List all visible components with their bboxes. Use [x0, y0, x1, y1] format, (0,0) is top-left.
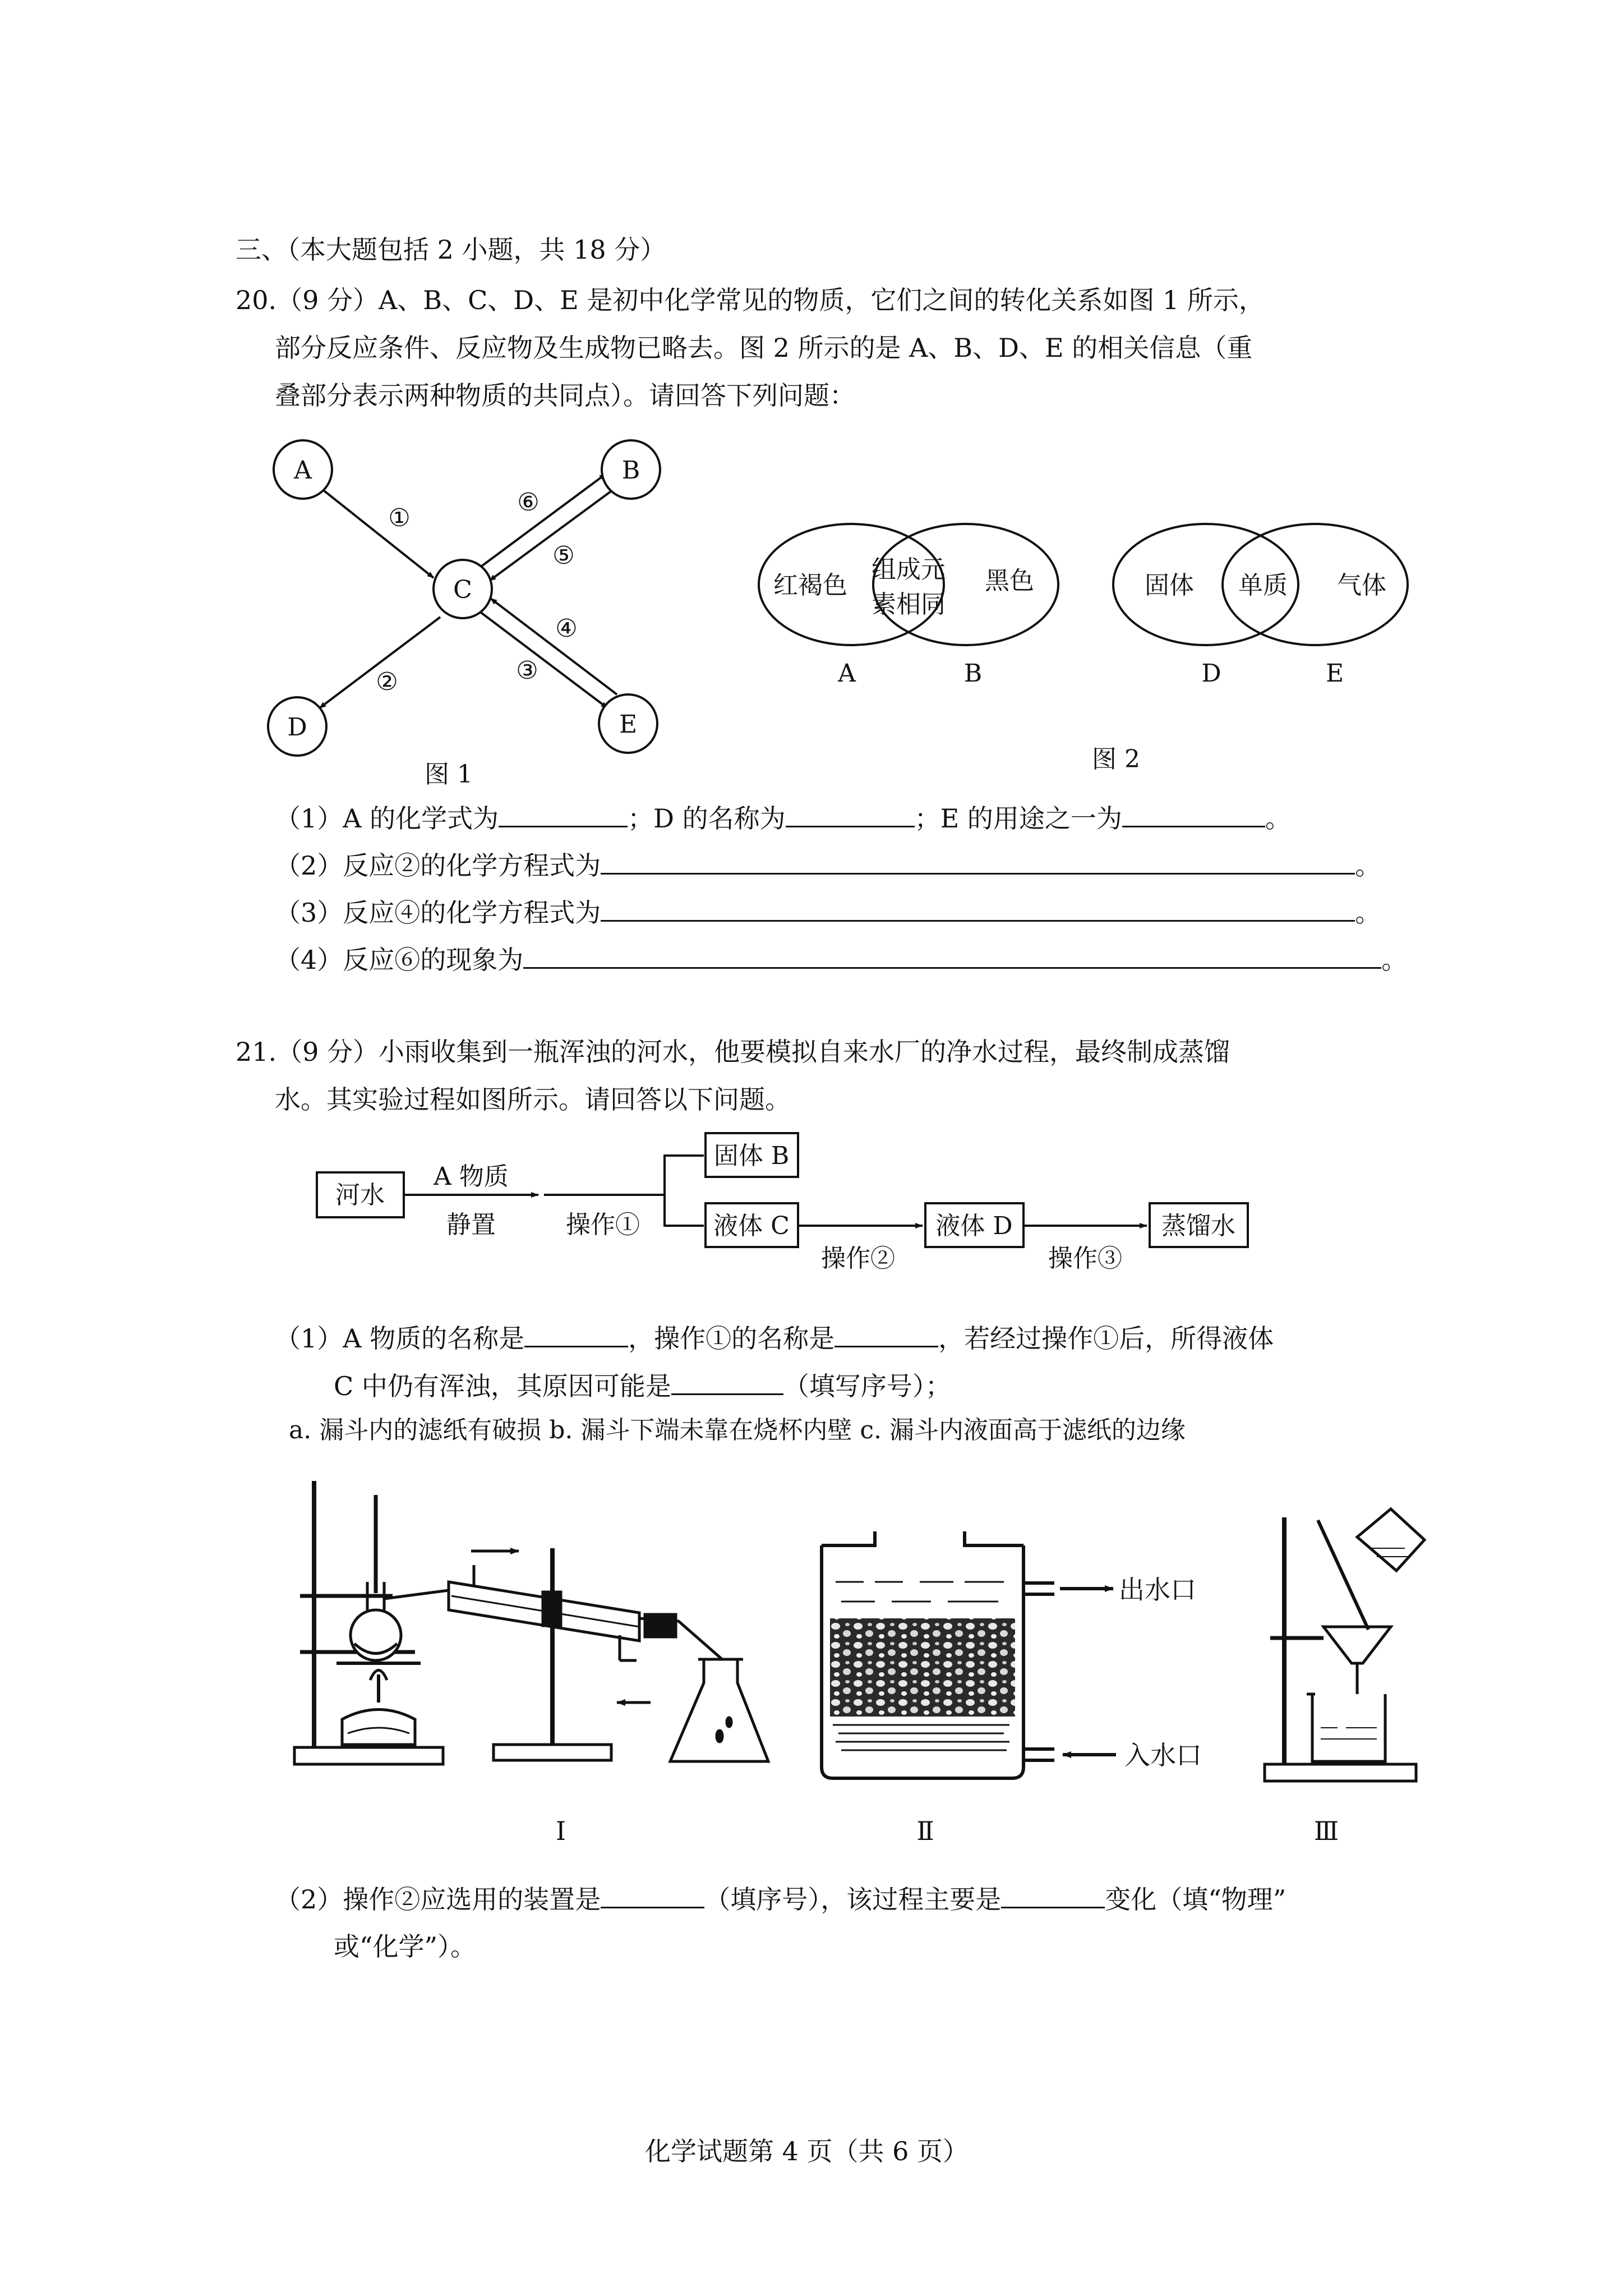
- q21-sub1-part2: ，操作①的名称是: [628, 1323, 835, 1354]
- reaction-6-label: ⑥: [517, 488, 540, 517]
- node-c-label: C: [453, 576, 472, 604]
- q21-stem-line2: 水。其实验过程如图所示。请回答以下问题。: [275, 1084, 791, 1115]
- q21-sub1-line2a: C 中仍有浑浊，其原因可能是: [334, 1371, 671, 1401]
- flow-op1: 操作①: [566, 1211, 640, 1239]
- reaction-3-label: ③: [516, 656, 538, 685]
- q21-answer-change-type-blank[interactable]: [1001, 1882, 1105, 1908]
- venn-a-label: A: [838, 659, 856, 688]
- q21-sub1-options: a. 漏斗内的滤纸有破损 b. 漏斗下端未靠在烧杯内壁 c. 漏斗内液面高于滤纸的边缘: [289, 1416, 1186, 1444]
- outlet-label: 出水口: [1119, 1575, 1196, 1605]
- q20-stem-line1: 20.（9 分）A、B、C、D、E 是初中化学常见的物质，它们之间的转化关系如图 1 所示，: [236, 285, 1265, 315]
- flow-distilled-water: 蒸馏水: [1161, 1212, 1235, 1240]
- apparatus-ii-label: Ⅱ: [916, 1816, 934, 1846]
- q21-sub2-part2: （填序号），该过程主要是: [704, 1884, 1002, 1915]
- q20-sub3-end: 。: [1355, 898, 1381, 928]
- flow-solid-b: 固体 B: [713, 1142, 790, 1170]
- venn-ab-overlap-line2: 素相同: [872, 590, 946, 619]
- q21-answer-apparatus-blank[interactable]: [601, 1882, 704, 1908]
- q20-stem-line2: 部分反应条件、反应物及生成物已略去。图 2 所示的是 A、B、D、E 的相关信息（重: [275, 333, 1253, 363]
- reaction-2-label: ②: [376, 668, 398, 696]
- venn-de-overlap-text: 单质: [1238, 571, 1288, 600]
- q21-stem-line1: 21.（9 分）小雨收集到一瓶浑浊的河水，他要模拟自来水厂的净水过程，最终制成蒸馏: [236, 1037, 1230, 1067]
- q20-sub4-text: （4）反应⑥的现象为: [275, 945, 524, 975]
- figure-1-caption: 图 1: [425, 760, 473, 789]
- flow-settle: 静置: [446, 1211, 496, 1239]
- page-footer: 化学试题第 4 页（共 6 页）: [645, 2136, 969, 2166]
- apparatus-distillation: [294, 1481, 768, 1764]
- q20-sub2-end: 。: [1355, 850, 1381, 881]
- q20-sub4-end: 。: [1381, 945, 1408, 975]
- q20-stem-line3: 叠部分表示两种物质的共同点）。请回答下列问题：: [275, 380, 855, 411]
- node-d-label: D: [287, 713, 307, 742]
- venn-d-label: D: [1201, 659, 1221, 688]
- flow-liquid-d: 液体 D: [935, 1212, 1013, 1240]
- venn-a-text: 红褐色: [773, 571, 847, 600]
- inlet-label: 入水口: [1124, 1740, 1202, 1770]
- apparatus-iii-label: Ⅲ: [1313, 1816, 1339, 1846]
- q21-sub2-part3: 变化（填“物理”: [1105, 1884, 1287, 1915]
- flow-a-substance: A 物质: [434, 1162, 509, 1191]
- q21-sub1-part3: ，若经过操作①后，所得液体: [938, 1323, 1274, 1354]
- section-title: 三、（本大题包括 2 小题，共 18 分）: [236, 234, 666, 265]
- reaction-4-label: ④: [555, 614, 578, 643]
- flow-liquid-c: 液体 C: [713, 1212, 790, 1240]
- q20-sub1-end: 。: [1265, 803, 1291, 834]
- q21-sub2-line1: [275, 1882, 1286, 1916]
- flow-op2: 操作②: [821, 1244, 895, 1273]
- node-b-label: B: [621, 456, 640, 485]
- flow-op3: 操作③: [1048, 1244, 1122, 1273]
- q21-sub2-part1: （2）操作②应选用的装置是: [275, 1884, 601, 1915]
- q20-sub3-text: （3）反应④的化学方程式为: [275, 898, 601, 928]
- node-e-label: E: [619, 710, 638, 739]
- q20-sub2-text: （2）反应②的化学方程式为: [275, 850, 601, 881]
- venn-b-label: B: [963, 659, 983, 688]
- apparatus-filter-tank: [822, 1531, 1116, 1778]
- q20-sub1-part3: ；E 的用途之一为: [914, 803, 1122, 834]
- figure-2-caption: 图 2: [1092, 745, 1140, 774]
- venn-e-text: 气体: [1337, 571, 1386, 600]
- reaction-1-label: ①: [388, 504, 411, 532]
- q21-sub1-line2b: （填写序号）；: [783, 1371, 951, 1401]
- venn-b-text: 黑色: [985, 567, 1034, 595]
- q20-sub1-part2: ；D 的名称为: [628, 803, 786, 834]
- q21-sub2-line2: 或“化学”）。: [334, 1931, 477, 1962]
- venn-e-label: E: [1325, 659, 1344, 688]
- apparatus-filtration: [1265, 1509, 1424, 1781]
- node-a-label: A: [294, 456, 312, 485]
- venn-d-text: 固体: [1145, 571, 1194, 600]
- reaction-5-label: ⑤: [552, 541, 575, 570]
- venn-ab-overlap-line1: 组成元: [872, 555, 946, 584]
- flow-river-water: 河水: [335, 1181, 385, 1209]
- q20-sub1-part1: （1）A 的化学式为: [275, 803, 499, 834]
- apparatus-i-label: Ⅰ: [555, 1816, 566, 1846]
- q21-sub1-part1: （1）A 物质的名称是: [275, 1323, 525, 1354]
